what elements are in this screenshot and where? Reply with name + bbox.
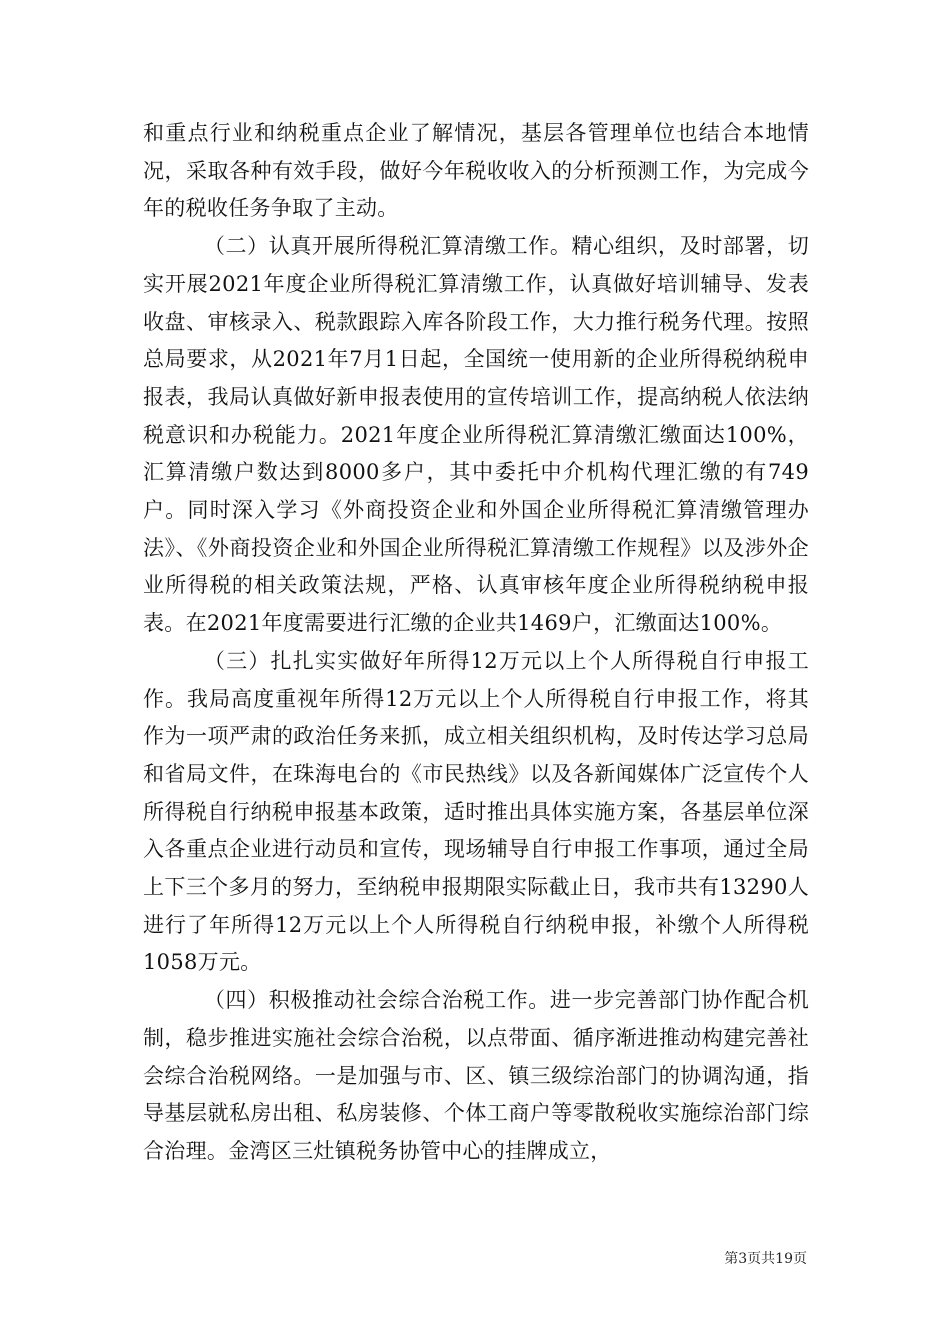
paragraph-social-tax-governance: （四）积极推动社会综合治税工作。进一步完善部门协作配合机制，稳步推进实施社会综合治税，以点带面、循序渐进推动构建完善社会综合治税网络。一是加强与市、区、镇三级综治部门的协调沟通，指导基层就私房出租、私房装修、个体工商户等零散税收实施综治部门综合治理。金湾区三灶镇税务协管中心的挂牌成立，: [143, 988, 809, 1163]
paragraph-continuation: 和重点行业和纳税重点企业了解情况，基层各管理单位也结合本地情况，采取各种有效手段，做好今年税收收入的分析预测工作，为完成今年的税收任务争取了主动。: [143, 121, 809, 221]
paragraph-personal-income-tax-declaration: （三）扎扎实实做好年所得12万元以上个人所得税自行申报工作。我局高度重视年所得12万元以上个人所得税自行申报工作，将其作为一项严肃的政治任务来抓，成立相关组织机构，及时传达学习总局和省局文件，在珠海电台的《市民热线》以及各新闻媒体广泛宣传个人所得税自行纳税申报基本政策，适时推出具体实施方案，各基层单位深入各重点企业进行动员和宣传，现场辅导自行申报工作事项，通过全局上下三个多月的努力，至纳税申报期限实际截止日，我市共有13290人进行了年所得12万元以上个人所得税自行纳税申报，补缴个人所得税1058万元。: [143, 648, 809, 975]
paragraph-income-tax-settlement: （二）认真开展所得税汇算清缴工作。精心组织，及时部署，切实开展2021年度企业所得税汇算清缴工作，认真做好培训辅导、发表收盘、审核录入、税款跟踪入库各阶段工作，大力推行税务代理。按照总局要求，从2021年7月1日起，全国统一使用新的企业所得税纳税申报表，我局认真做好新申报表使用的宣传培训工作，提高纳税人依法纳税意识和办税能力。2021年度企业所得税汇算清缴汇缴面达100%，汇算清缴户数达到8000多户，其中委托中介机构代理汇缴的有749户。同时深入学习《外商投资企业和外国企业所得税汇算清缴管理办法》、《外商投资企业和外国企业所得税汇算清缴工作规程》以及涉外企业所得税的相关政策法规，严格、认真审核年度企业所得税纳税申报表。在2021年度需要进行汇缴的企业共1469户，汇缴面达100%。: [143, 234, 809, 636]
page-number: 第3页共19页: [724, 1251, 807, 1267]
document-body: [143, 115, 809, 1171]
